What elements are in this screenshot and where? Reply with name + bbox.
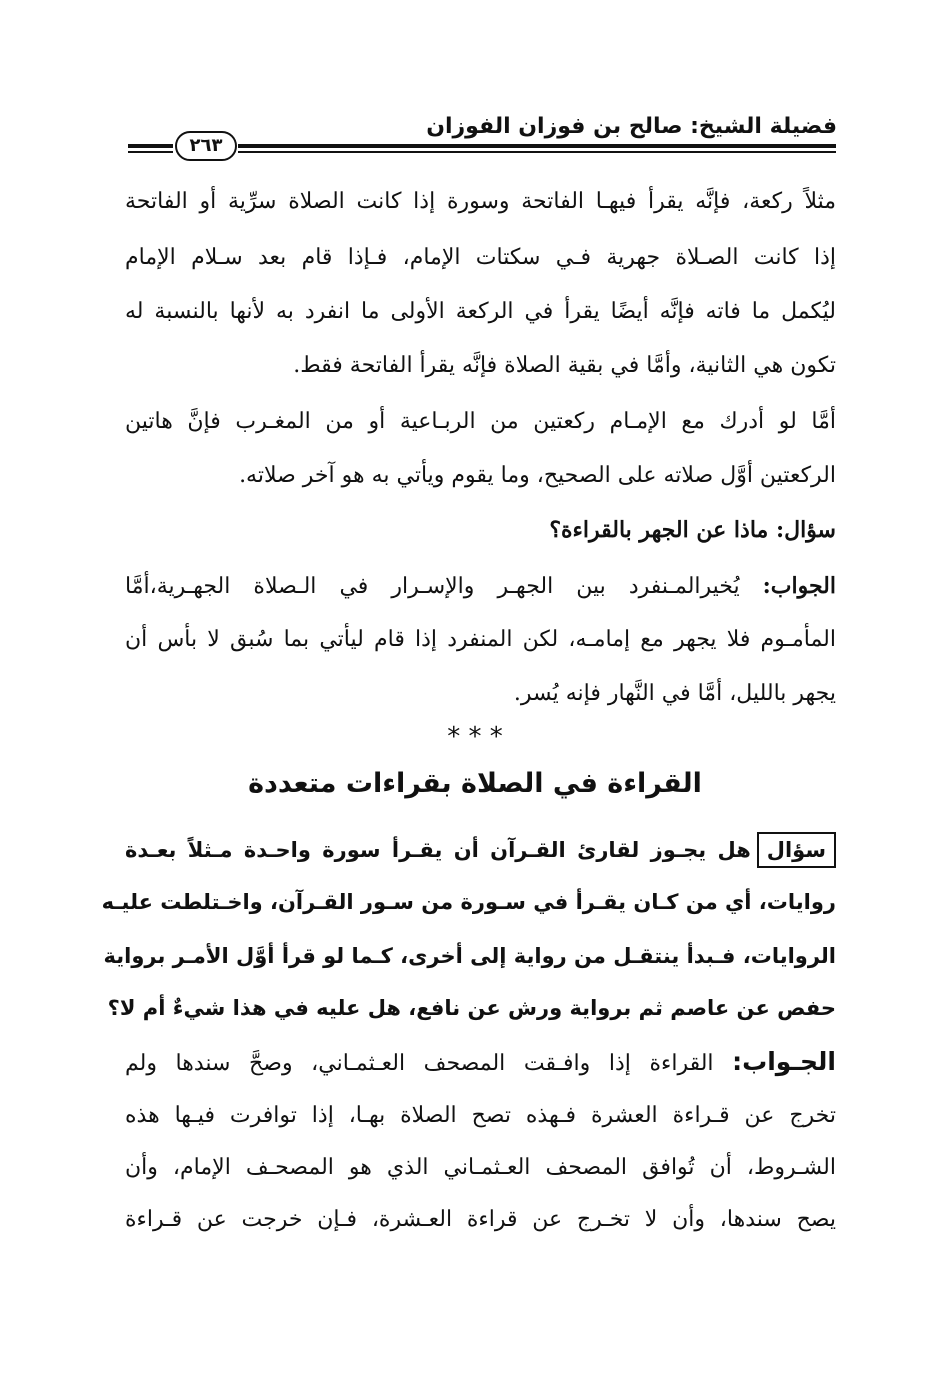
answer-line: يجهر بالليل، أمَّا في النَّهار فإنه يُسر. [513,681,836,706]
page-number: ٢٦٣ [175,131,237,161]
question-line: روايات، أي من كـان يقـرأ في سـورة من سـور القـرآن، واخـتلطت عليـه [101,890,836,914]
header-rule [128,135,836,156]
question-line: حفص عن عاصم ثم برواية ورش عن نافع، هل عليه في هذا شيءٌ أم لا؟ [107,996,836,1020]
paragraph-line: الركعتين أوَّل صلاته على الصحيح، وما يقوم ويأتي به هو آخر صلاته. [239,463,836,488]
answer-text: يُخيرالمـنفرد بين الجهـر والإسـرار في الـصلاة الجهـرية،أمَّا [125,574,763,599]
answer-line: تخرج عن قـراءة العشرة فـهذه تصح الصلاة بهـا، إذا توافرت فيـها هذه [125,1103,836,1128]
header-rule-thick [238,144,836,148]
question-line [125,830,836,870]
paragraph-line: إذا كانت الصـلاة جهرية فـي سكتات الإمام، فـإذا قام بعد سـلام الإمام [125,245,836,270]
running-head-title: فضيلة الشيخ: صالح بن فوزان الفوزان [426,114,837,139]
answer-line [125,566,836,607]
section-separator: * * * [447,722,503,752]
answer-label: الجـواب: [732,1047,836,1076]
header-rule-thin [238,151,836,153]
answer-line: يصح سندها، وأن لا تخـرج عن قراءة العـشرة، فـإن خرجت عن قـراءة [125,1207,836,1232]
question-text: هل يجـوز لقارئ القـرآن أن يقـرأ سورة واحـدة مـثلاً بعـدة [125,838,751,862]
question-line: الروايات، فـبدأ ينتقـل من رواية إلى أخرى، كـما لو قرأ أوَّل الأمـر برواية [103,944,836,968]
header-rule-left-thick [128,144,173,148]
question-label-box: سؤال [757,832,836,868]
question-heading: سؤال: ماذا عن الجهر بالقراءة؟ [549,517,836,543]
answer-line [125,1042,836,1084]
answer-line: المأمـوم فلا يجهر مع إمامـه، لكن المنفرد إذا قام ليأتي بما سُبق لا بأس أن [125,627,836,652]
header-rule-left-thin [128,151,173,153]
paragraph-line: ليُكمل ما فاته فإنَّه أيضًا يقرأ في الركعة الأولى ما انفرد به لأنها بالنسبة له [125,299,836,324]
paragraph-line: أمَّا لو أدرك مع الإمـام ركعتين من الربـاعية أو من المغـرب فإنَّ هاتين [125,409,836,434]
answer-text: القراءة إذا وافـقت المصحف العـثمـاني، وصحَّ سندها ولم [125,1051,733,1076]
answer-label: الجواب: [762,573,836,599]
section-title: القراءة في الصلاة بقراءات متعددة [248,768,702,799]
paragraph-line: مثلاً ركعة، فإنَّه يقرأ فيهـا الفاتحة وسورة إذا كانت الصلاة سرِّية أو الفاتحة [125,189,836,214]
answer-line: الشـروط، أن تُوافق المصحف العـثمـاني الذي هو المصحـف الإمام، وأن [125,1155,836,1180]
paragraph-line: تكون هي الثانية، وأمَّا في بقية الصلاة فإنَّه يقرأ الفاتحة فقط. [293,353,836,378]
